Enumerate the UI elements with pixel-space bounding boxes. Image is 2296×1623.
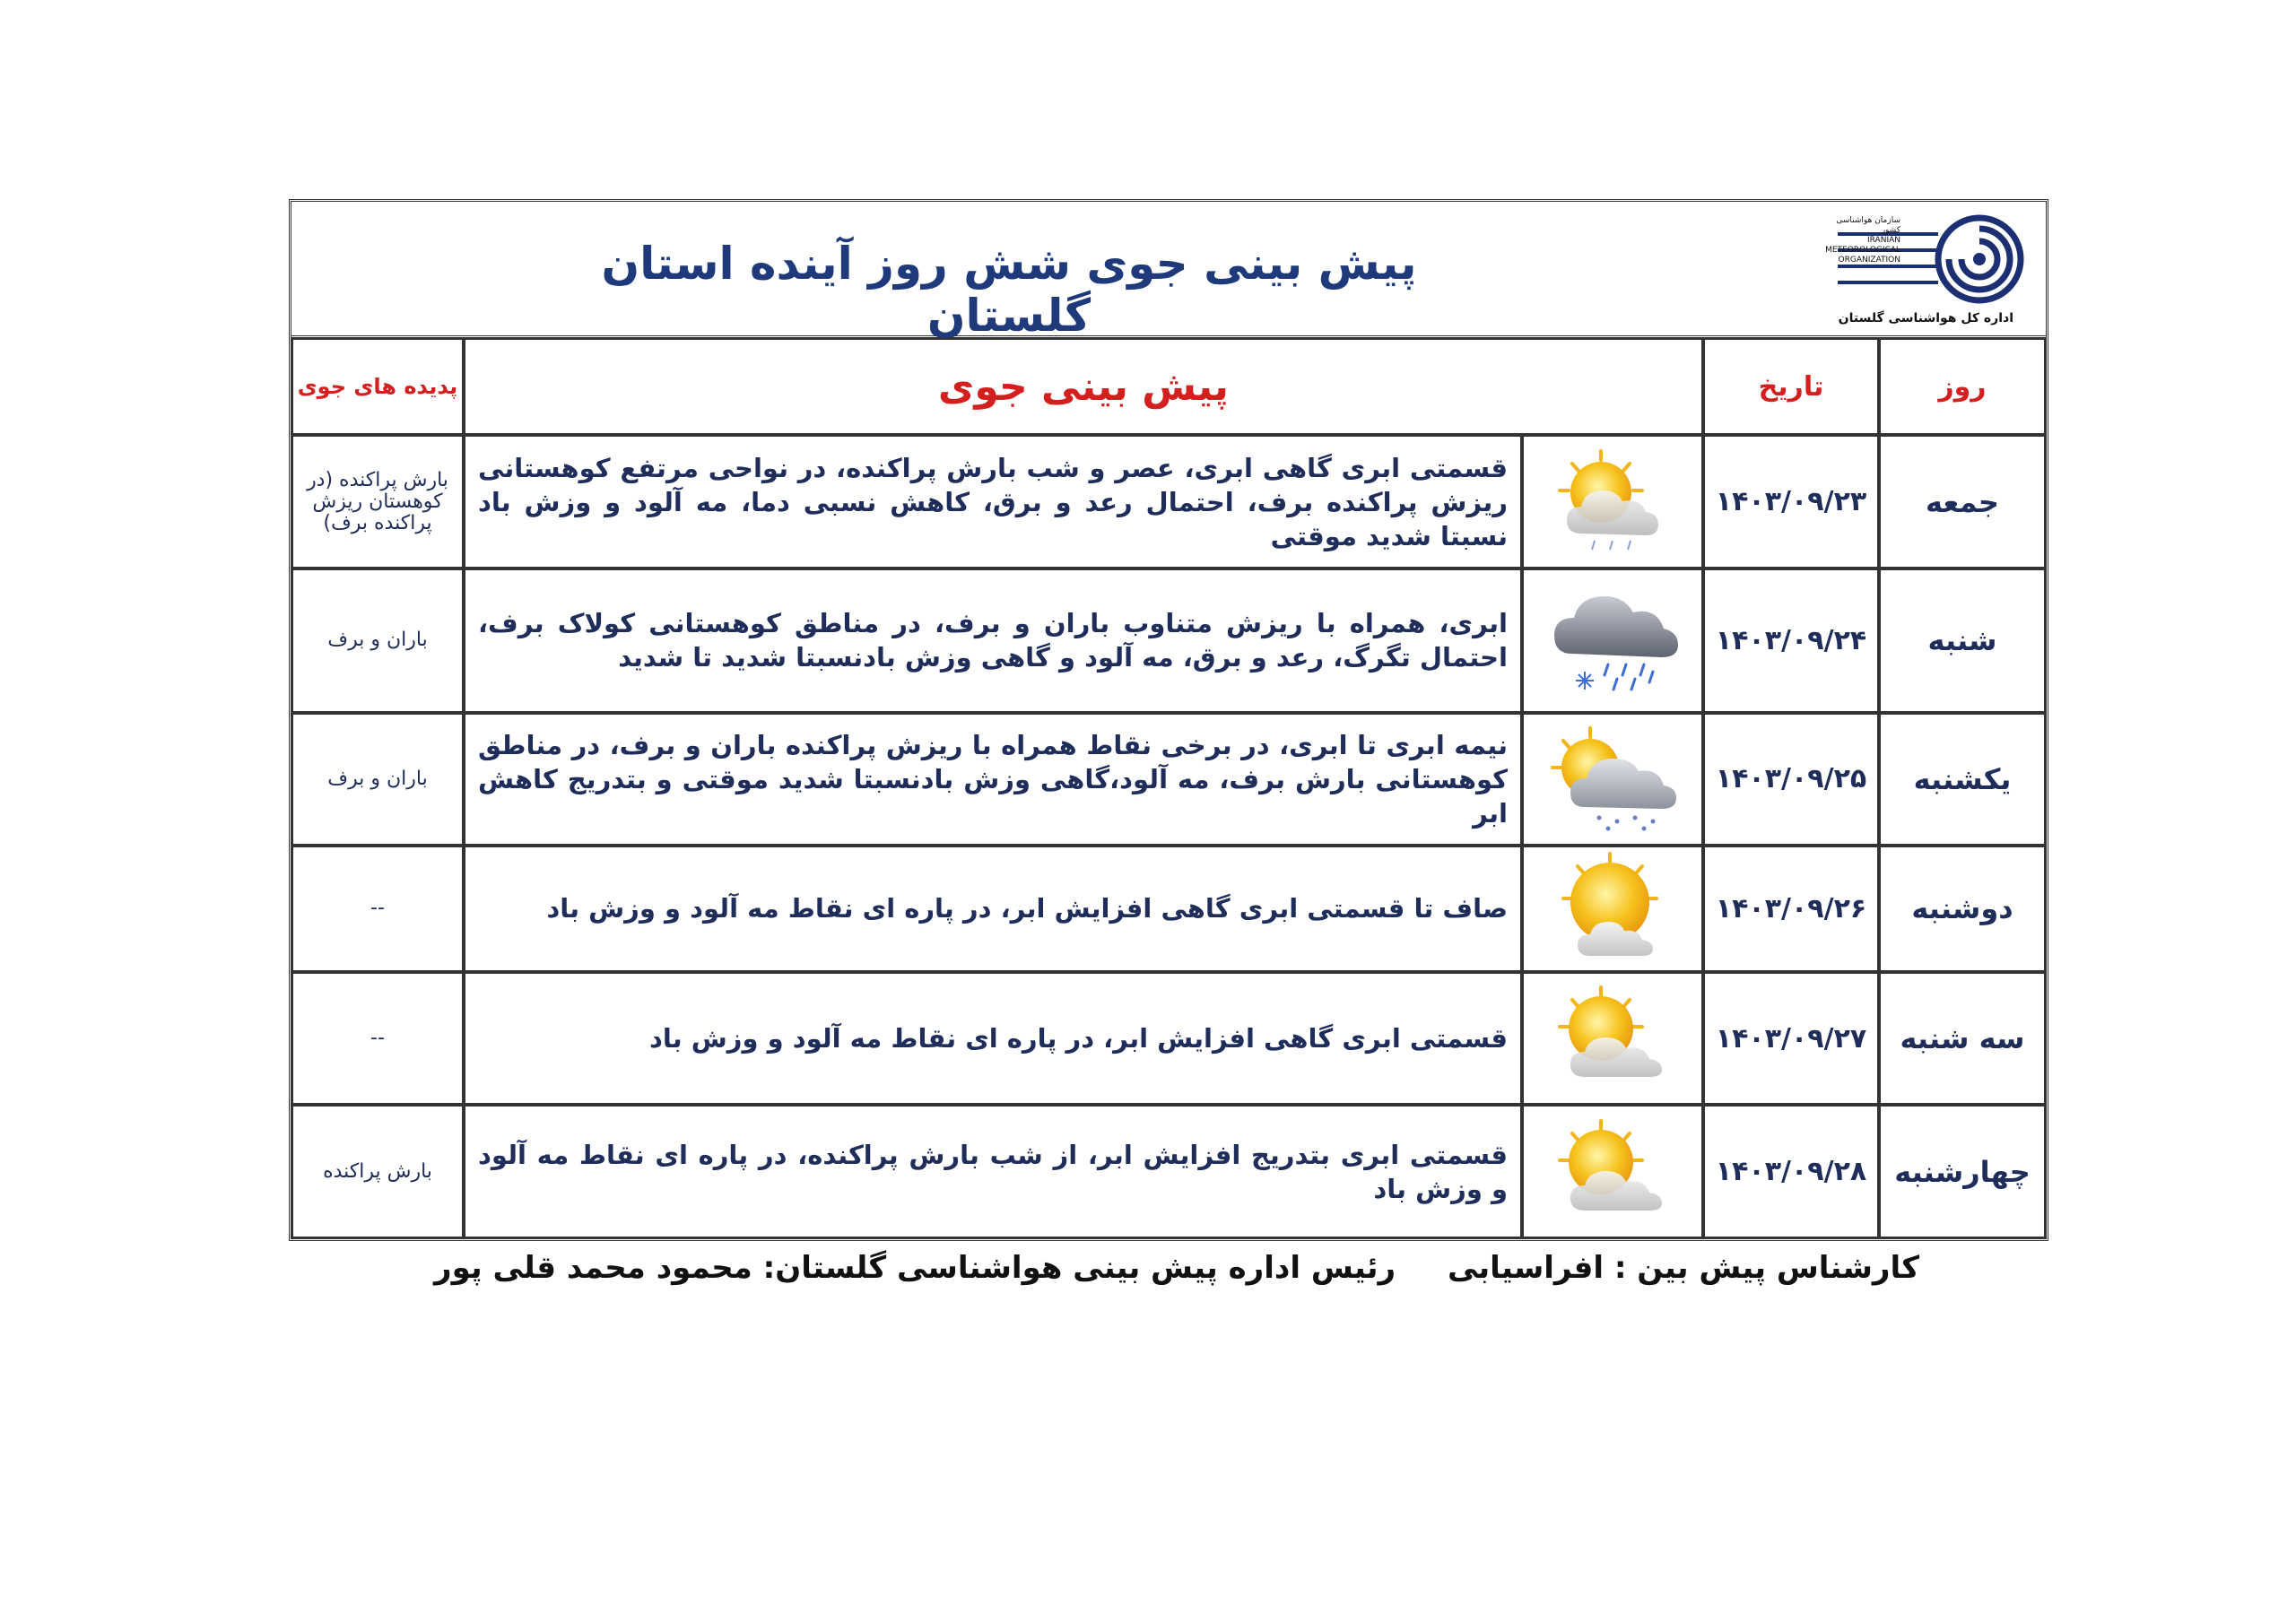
row-forecast: قسمتی ابری بتدریج افزایش ابر، از شب بارش پراکنده، در پاره ای نقاط مه آلود و وزش باد xyxy=(464,1105,1522,1238)
row-date: ۱۴۰۳/۰۹/۲۷ xyxy=(1703,972,1879,1106)
row-phenomena: بارش پراکنده xyxy=(291,1105,464,1238)
row-day: دوشنبه xyxy=(1879,846,2046,972)
row-date: ۱۴۰۳/۰۹/۲۸ xyxy=(1703,1105,1879,1238)
partly-cloudy-rain-icon xyxy=(1522,435,1703,568)
table-row xyxy=(291,846,2046,972)
partly-cloudy-icon xyxy=(1522,972,1703,1106)
page-title: پیش بینی جوی شش روز آینده استان گلستان xyxy=(601,238,1417,342)
logo-org-en-1: IRANIAN xyxy=(1867,236,1900,245)
row-forecast: نیمه ابری تا ابری، در برخی نقاط همراه با ریزش پراکنده باران و برف، در مناطق کوهستانی بارش برف، مه آلود،گاهی وزش بادنسبتا شدید موقتی و بتدریج کاهش ابر xyxy=(464,713,1522,846)
table-row xyxy=(291,1105,2046,1238)
row-phenomena: -- xyxy=(291,846,464,972)
table-row xyxy=(291,713,2046,846)
forecast-document xyxy=(289,199,2048,1241)
table-row xyxy=(291,435,2046,568)
row-date: ۱۴۰۳/۰۹/۲۴ xyxy=(1703,568,1879,713)
row-forecast: قسمتی ابری گاهی ابری، عصر و شب بارش پراکنده، در نواحی مرتفع کوهستانی ریزش پراکنده برف، احتمال رعد و برق، کاهش نسبی دما، مه آلود و وزش باد نسبتا شدید موقتی xyxy=(464,435,1522,568)
logo-org-en-2: METEOROLOGICAL xyxy=(1825,246,1900,255)
header-date: تاریخ xyxy=(1703,338,1879,435)
meteorological-organization-logo xyxy=(1820,207,2035,333)
header-phenomena: پدیده های جوی xyxy=(291,338,464,435)
row-day: چهارشنبه xyxy=(1879,1105,2046,1238)
row-date: ۱۴۰۳/۰۹/۲۶ xyxy=(1703,846,1879,972)
row-phenomena: بارش پراکنده (در کوهستان ریزش پراکنده برف) xyxy=(291,435,464,568)
forecast-table xyxy=(291,338,2046,1238)
row-date: ۱۴۰۳/۰۹/۲۳ xyxy=(1703,435,1879,568)
row-date: ۱۴۰۳/۰۹/۲۵ xyxy=(1703,713,1879,846)
table-row xyxy=(291,568,2046,713)
forecaster-name: کارشناس پیش بین : افراسیابی xyxy=(1448,1250,1919,1286)
partly-cloudy-icon xyxy=(1522,1105,1703,1238)
document-header xyxy=(291,202,2046,342)
header-day: روز xyxy=(1879,338,2046,435)
row-forecast: قسمتی ابری گاهی افزایش ابر، در پاره ای نقاط مه آلود و وزش باد xyxy=(464,972,1522,1106)
sun-cloud-icon xyxy=(1522,846,1703,972)
row-day: جمعه xyxy=(1879,435,2046,568)
row-phenomena: باران و برف xyxy=(291,713,464,846)
logo-org-en-3: ORGANIZATION xyxy=(1838,256,1900,265)
row-phenomena: -- xyxy=(291,972,464,1106)
header-forecast: پیش بینی جوی xyxy=(464,338,1703,435)
department-head-name: رئیس اداره پیش بینی هواشناسی گلستان: محمود محمد قلی پور xyxy=(434,1250,1396,1286)
logo-org-fa: سازمان هواشناسی کشور xyxy=(1836,216,1900,235)
row-day: شنبه xyxy=(1879,568,2046,713)
row-day: سه شنبه xyxy=(1879,972,2046,1106)
table-header-row xyxy=(291,338,2046,435)
row-forecast: صاف تا قسمتی ابری گاهی افزایش ابر، در پاره ای نقاط مه آلود و وزش باد xyxy=(464,846,1522,972)
table-row xyxy=(291,972,2046,1106)
row-phenomena: باران و برف xyxy=(291,568,464,713)
row-forecast: ابری، همراه با ریزش متناوب باران و برف، در مناطق کوهستانی کولاک برف، احتمال تگرگ، رعد و برق، مه آلود و گاهی وزش بادنسبتا شدید تا شدید xyxy=(464,568,1522,713)
row-day: یکشنبه xyxy=(1879,713,2046,846)
storm-snow-rain-icon xyxy=(1522,568,1703,713)
logo-caption: اداره کل هواشناسی گلستان xyxy=(1838,311,2013,325)
cloudy-sleet-icon xyxy=(1522,713,1703,846)
